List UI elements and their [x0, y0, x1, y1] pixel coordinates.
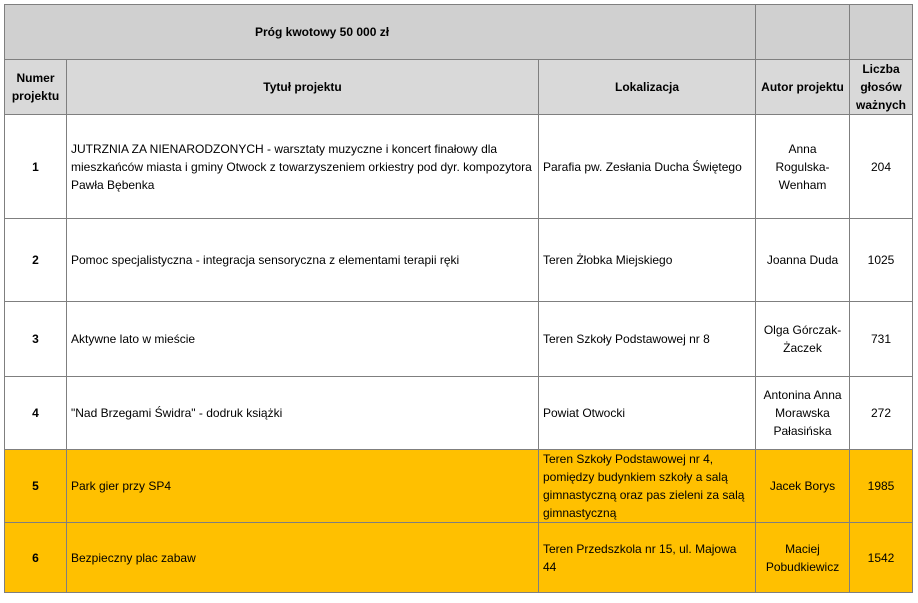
project-author: Joanna Duda [756, 219, 850, 302]
project-location: Parafia pw. Zesłania Ducha Świętego [539, 115, 756, 219]
project-title: Aktywne lato w mieście [67, 302, 539, 377]
spreadsheet [4, 4, 913, 593]
table-row-highlighted [5, 450, 913, 523]
project-location: Teren Szkoły Podstawowej nr 8 [539, 302, 756, 377]
projects-table [4, 4, 913, 593]
header-title: Tytuł projektu [67, 60, 539, 115]
quota-threshold-title: Próg kwotowy 50 000 zł [5, 5, 756, 60]
project-location: Teren Przedszkola nr 15, ul. Majowa 44 [539, 523, 756, 593]
table-row [5, 115, 913, 219]
project-title: Park gier przy SP4 [67, 450, 539, 523]
table-row [5, 302, 913, 377]
header-location: Lokalizacja [539, 60, 756, 115]
project-title: Bezpieczny plac zabaw [67, 523, 539, 593]
project-location: Powiat Otwocki [539, 377, 756, 450]
project-author: Anna Rogulska-Wenham [756, 115, 850, 219]
table-row [5, 219, 913, 302]
project-number: 3 [5, 302, 67, 377]
project-votes: 1542 [850, 523, 913, 593]
table-row-highlighted [5, 523, 913, 593]
table-row [5, 377, 913, 450]
project-votes: 1985 [850, 450, 913, 523]
project-number: 6 [5, 523, 67, 593]
header-votes: Liczba głosów ważnych [850, 60, 913, 115]
project-votes: 731 [850, 302, 913, 377]
project-author: Antonina Anna Morawska Pałasińska [756, 377, 850, 450]
caption-empty-cell [756, 5, 850, 60]
project-votes: 204 [850, 115, 913, 219]
project-title: "Nad Brzegami Świdra" - dodruk książki [67, 377, 539, 450]
project-title: JUTRZNIA ZA NIENARODZONYCH - warsztaty muzyczne i koncert finałowy dla mieszkańców miasta i gminy Otwock z towarzyszeniem orkiestry pod dyr. kompozytora Pawła Bębenka [67, 115, 539, 219]
caption-empty-cell [850, 5, 913, 60]
header-number: Numer projektu [5, 60, 67, 115]
project-author: Maciej Pobudkiewicz [756, 523, 850, 593]
project-votes: 1025 [850, 219, 913, 302]
project-number: 5 [5, 450, 67, 523]
project-location: Teren Szkoły Podstawowej nr 4, pomiędzy budynkiem szkoły a salą gimnastyczną oraz pas zieleni za salą gimnastyczną [539, 450, 756, 523]
project-number: 1 [5, 115, 67, 219]
project-title: Pomoc specjalistyczna - integracja sensoryczna z elementami terapii ręki [67, 219, 539, 302]
project-author: Olga Górczak-Żaczek [756, 302, 850, 377]
caption-row [5, 5, 913, 60]
project-location: Teren Żłobka Miejskiego [539, 219, 756, 302]
header-row [5, 60, 913, 115]
header-author: Autor projektu [756, 60, 850, 115]
project-votes: 272 [850, 377, 913, 450]
project-author: Jacek Borys [756, 450, 850, 523]
project-number: 4 [5, 377, 67, 450]
project-number: 2 [5, 219, 67, 302]
